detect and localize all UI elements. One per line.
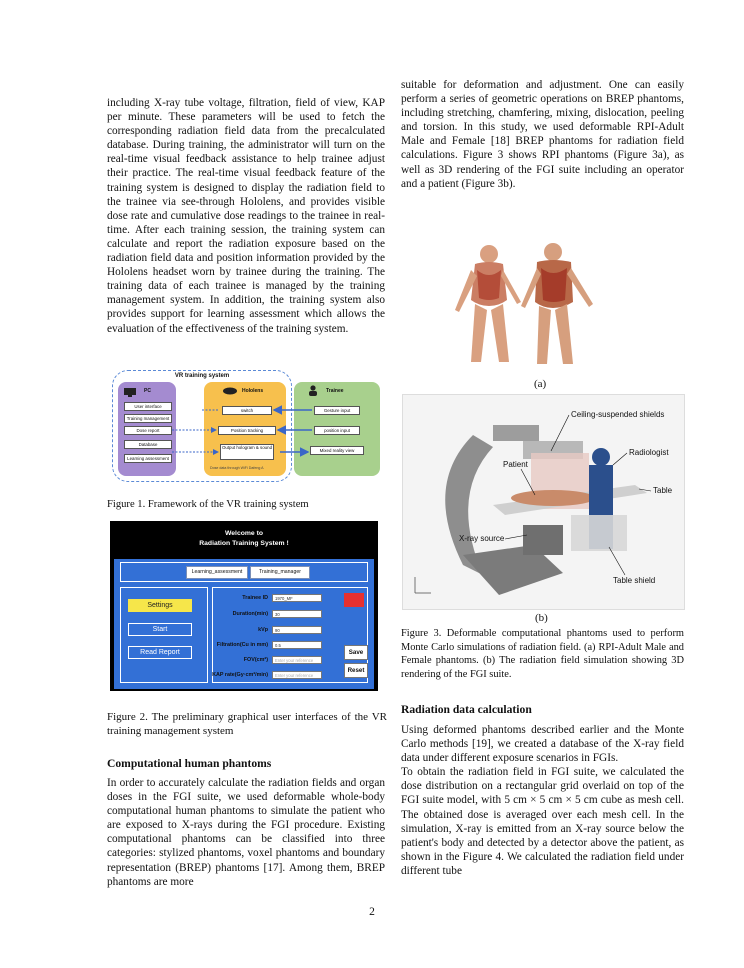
pc-item: Dose report [124, 426, 172, 435]
flow-arrows [112, 370, 382, 482]
left-column [107, 96, 385, 336]
figure-3a-label: (a) [534, 378, 547, 390]
field-label: Filtration(Cu in mm) [216, 642, 268, 648]
pc-item: User interface [124, 402, 172, 411]
trainee-item: Mixed reality view [310, 446, 364, 455]
label-table-shield: Table shield [613, 576, 656, 585]
body-paragraph: In order to accurately calculate the radiation fields and organ doses in the FGI suite, we used deformable whole-body computational human phantoms to simulate the patient who are exposed to X-rays during the FGI procedure. Existing computational phantoms can be classified into three categories: stylized phantoms, voxel phantoms and boundary representation (BREP) phantoms [17]. Among them, BREP phantoms are more [107, 777, 385, 888]
figure-1-caption: Figure 1. Framework of the VR training system [107, 499, 309, 510]
trainee-item: Gesture input [314, 406, 360, 415]
read-report-button[interactable]: Read Report [128, 646, 192, 659]
hololens-item: Output hologram & sound [220, 444, 274, 460]
welcome-line-2: Radiation Training System ! [199, 539, 289, 547]
welcome-line-1: Welcome to [224, 530, 264, 537]
right-column-lower [401, 723, 684, 878]
pc-item: Learning assessment [124, 454, 172, 463]
field-label: KAP rate(Gy·cm²/min) [212, 672, 268, 678]
figure-3b-label: (b) [535, 612, 548, 624]
figure-3b-fgi-suite [402, 394, 685, 610]
section-heading: Computational human phantoms [107, 757, 272, 770]
body-paragraph: To obtain the radiation field in FGI suite, we calculated the dose distribution on a rectangular grid overlaid on top of the FGI suite model, with 5 cm × 5 cm × 5 cm cube as mesh cell. The obtained dose is averaged over each mesh cell. In the simulation, X-ray is emitted from an X-ray source below the patient's body and detected by a detector above the patient, as shown in the Figure 4. We calculated the radiation field under different tube [401, 766, 684, 877]
hololens-note: Dose data through WiFi Dafeng A [210, 466, 264, 470]
section-heading: Radiation data calculation [401, 703, 532, 716]
body-paragraph: Using deformed phantoms described earlier and the Monte Carlo methods [19], we created a database of the X-ray field data under different exposure scenarios in FGIs. [401, 724, 684, 765]
pc-label: PC [144, 388, 151, 394]
pc-item: Database [124, 440, 172, 449]
field-label: kVp [258, 627, 268, 633]
label-table: Table [653, 486, 673, 495]
fgi-suite-render [403, 395, 685, 610]
tab-learning-assessment[interactable]: Learning_assessment [186, 566, 248, 579]
gui-main-area [114, 559, 374, 689]
save-button[interactable]: Save [344, 645, 368, 660]
field-label: FOV(cm²) [243, 657, 268, 663]
field-label: Duration(min) [232, 611, 268, 617]
page-number: 2 [369, 906, 375, 918]
pc-item: Training management [124, 414, 172, 423]
female-phantom [455, 245, 521, 362]
trainee-item: position input [314, 426, 360, 435]
vr-system-title: VR training system [174, 373, 230, 379]
field-label: Trainee ID [242, 595, 268, 601]
welcome-banner [110, 529, 378, 548]
figure-3a-phantoms [425, 240, 625, 370]
right-column [401, 78, 684, 191]
phantom-figures-image [425, 240, 625, 370]
kap-rate-input[interactable]: Enter your reference [272, 671, 322, 679]
hololens-item: switch [222, 406, 272, 415]
settings-button[interactable]: Settings [128, 599, 192, 612]
fov-input[interactable]: Enter your reference [272, 656, 322, 664]
body-paragraph: including X-ray tube voltage, filtration, field of view, KAP per minute. These parameters will be used to fetch the corresponding radiation field data from the precalculated database. During training, the administrator will turn on the real-time visual feedback assistance to help trainee adjust their practice. The real-time visual feedback feature of the training system is designed to display the radiation field to the trainee via see-through Hololens, and provides visible dose rate and cumulative dose readings to the trainee in real-time. After each training session, the training system can calculate and report the radiation exposure based on the radiation field data and position information provided by the Hololens headset worn by trainee during the training. The training data of each trainee is managed by the training management system. In addition, the training system also provides support for learning assessment which allows the evaluation of the effectiveness of the training system. [107, 97, 385, 335]
label-patient: Patient [503, 460, 528, 469]
label-radiologist: Radiologist [629, 448, 669, 457]
reset-button[interactable]: Reset [344, 663, 368, 678]
male-phantom [521, 243, 593, 364]
left-column-lower [107, 776, 385, 889]
filtration-input[interactable]: 0.5 [272, 641, 322, 649]
start-button[interactable]: Start [128, 623, 192, 636]
trainee-label: Trainee [326, 388, 344, 394]
hololens-label: Hololens [242, 388, 264, 394]
tab-training-manager[interactable]: Training_manager [250, 566, 310, 579]
figure-3-caption: Figure 3. Deformable computational phantoms used to perform Monte Carlo simulations of radiation field. (a) RPI-Adult Male and Female phantoms. (b) The radiation field simulation showing 3D rendering of the FGI suite. [401, 628, 684, 680]
kvp-input[interactable]: 90 [272, 626, 322, 634]
body-paragraph: suitable for deformation and adjustment. One can easily perform a series of geometric operations on BREP phantoms, including stretching, chamfering, mixing, dislocation, peeling and torsion. In this study, we used deformable RPI-Adult Male and Female [18] BREP phantoms for radiation field calculations. Figure 3 shows RPI phantoms (Figure 3a), as well as 3D rendering of the FGI suite including an operator and a patient (Figure 3b). [401, 79, 684, 190]
figure-1-diagram [112, 370, 382, 482]
duration-input[interactable]: 30 [272, 610, 322, 618]
c-arm-top [493, 425, 539, 441]
figure-2-gui [110, 521, 378, 691]
hololens-item: Position tracking [218, 426, 276, 435]
label-ceiling-shields: Ceiling-suspended shields [571, 410, 665, 419]
figure-2-caption: Figure 2. The preliminary graphical user interfaces of the VR training management system [107, 711, 387, 737]
trainee-id-input[interactable]: 1970_MF [272, 594, 322, 602]
label-xray-source: X-ray source [459, 534, 505, 543]
exit-button[interactable]: Exit [344, 593, 364, 607]
